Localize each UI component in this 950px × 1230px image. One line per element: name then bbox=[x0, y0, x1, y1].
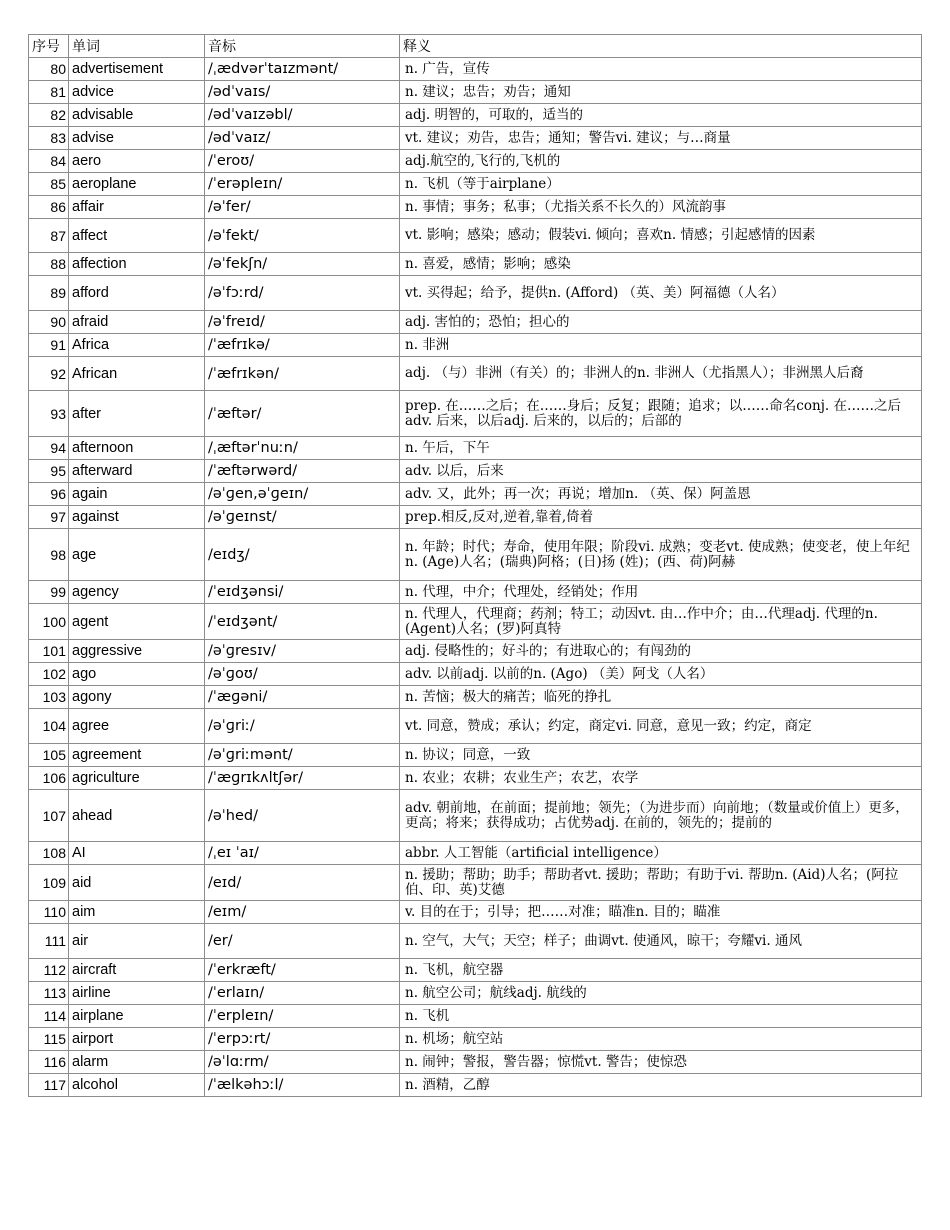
header-num: 序号 bbox=[29, 35, 69, 58]
entry-definition: n. 飞机 bbox=[400, 1005, 922, 1028]
table-row bbox=[29, 901, 922, 924]
entry-phonetic: /əˈɡeɪnst/ bbox=[205, 506, 400, 529]
entry-word: airline bbox=[69, 982, 205, 1005]
entry-word: advise bbox=[69, 127, 205, 150]
entry-definition: adv. 以前adj. 以前的n. (Ago) （美）阿戈（人名） bbox=[400, 663, 922, 686]
table-row bbox=[29, 1028, 922, 1051]
entry-word: agree bbox=[69, 709, 205, 744]
entry-number: 99 bbox=[29, 581, 69, 604]
table-row bbox=[29, 767, 922, 790]
entry-word: agency bbox=[69, 581, 205, 604]
entry-number: 111 bbox=[29, 924, 69, 959]
entry-definition: vt. 影响；感染；感动；假装vi. 倾向；喜欢n. 情感；引起感情的因素 bbox=[400, 219, 922, 253]
entry-definition: n. 非洲 bbox=[400, 334, 922, 357]
entry-number: 97 bbox=[29, 506, 69, 529]
entry-phonetic: /ˈerkræft/ bbox=[205, 959, 400, 982]
entry-definition: n. 航空公司；航线adj. 航线的 bbox=[400, 982, 922, 1005]
entry-number: 114 bbox=[29, 1005, 69, 1028]
entry-phonetic: /əˈhed/ bbox=[205, 790, 400, 842]
entry-number: 110 bbox=[29, 901, 69, 924]
entry-phonetic: /ˈeɪdʒənsi/ bbox=[205, 581, 400, 604]
entry-phonetic: /əˈɡriː/ bbox=[205, 709, 400, 744]
entry-word: again bbox=[69, 483, 205, 506]
entry-number: 89 bbox=[29, 276, 69, 311]
entry-number: 113 bbox=[29, 982, 69, 1005]
table-row bbox=[29, 959, 922, 982]
table-row bbox=[29, 58, 922, 81]
table-row bbox=[29, 81, 922, 104]
entry-definition: n. 建议；忠告；劝告；通知 bbox=[400, 81, 922, 104]
header-word: 单词 bbox=[69, 35, 205, 58]
table-row bbox=[29, 253, 922, 276]
entry-definition: vt. 买得起；给予，提供n. (Afford) （英、美）阿福德（人名） bbox=[400, 276, 922, 311]
entry-definition: n. 闹钟；警报，警告器；惊慌vt. 警告；使惊恐 bbox=[400, 1051, 922, 1074]
entry-word: AI bbox=[69, 842, 205, 865]
entry-word: aggressive bbox=[69, 640, 205, 663]
table-row bbox=[29, 196, 922, 219]
table-row bbox=[29, 483, 922, 506]
table-row bbox=[29, 334, 922, 357]
entry-word: agent bbox=[69, 604, 205, 640]
entry-number: 116 bbox=[29, 1051, 69, 1074]
entry-definition: adj. 侵略性的；好斗的；有进取心的；有闯劲的 bbox=[400, 640, 922, 663]
entry-number: 84 bbox=[29, 150, 69, 173]
entry-definition: n. 代理人，代理商；药剂；特工；动因vt. 由…作中介；由…代理adj. 代理的n. (Agent)人名；(罗)阿真特 bbox=[400, 604, 922, 640]
entry-word: afternoon bbox=[69, 437, 205, 460]
entry-phonetic: /əˈɡresɪv/ bbox=[205, 640, 400, 663]
entry-number: 115 bbox=[29, 1028, 69, 1051]
entry-number: 88 bbox=[29, 253, 69, 276]
entry-word: aid bbox=[69, 865, 205, 901]
entry-word: aeroplane bbox=[69, 173, 205, 196]
table-row bbox=[29, 506, 922, 529]
entry-number: 86 bbox=[29, 196, 69, 219]
entry-number: 82 bbox=[29, 104, 69, 127]
entry-word: afterward bbox=[69, 460, 205, 483]
entry-number: 91 bbox=[29, 334, 69, 357]
entry-word: airplane bbox=[69, 1005, 205, 1028]
table-row bbox=[29, 709, 922, 744]
header-ipa: 音标 bbox=[205, 35, 400, 58]
entry-definition: adv. 以后，后来 bbox=[400, 460, 922, 483]
entry-word: agriculture bbox=[69, 767, 205, 790]
entry-definition: n. 援助；帮助；助手；帮助者vt. 援助；帮助；有助于vi. 帮助n. (Aid)人名；(阿拉伯、印、英)艾德 bbox=[400, 865, 922, 901]
entry-definition: prep.相反,反对,逆着,靠着,倚着 bbox=[400, 506, 922, 529]
table-row bbox=[29, 1051, 922, 1074]
entry-number: 96 bbox=[29, 483, 69, 506]
header-def: 释义 bbox=[400, 35, 922, 58]
entry-word: agony bbox=[69, 686, 205, 709]
entry-definition: adj.航空的,飞行的,飞机的 bbox=[400, 150, 922, 173]
entry-word: ago bbox=[69, 663, 205, 686]
entry-word: alcohol bbox=[69, 1074, 205, 1097]
table-row bbox=[29, 581, 922, 604]
entry-phonetic: /ˈerlaɪn/ bbox=[205, 982, 400, 1005]
table-row bbox=[29, 127, 922, 150]
table-row bbox=[29, 842, 922, 865]
entry-phonetic: /əˈɡen,əˈɡeɪn/ bbox=[205, 483, 400, 506]
table-row bbox=[29, 604, 922, 640]
table-row bbox=[29, 391, 922, 437]
entry-phonetic: /ˈerpleɪn/ bbox=[205, 1005, 400, 1028]
table-row bbox=[29, 311, 922, 334]
entry-definition: adj. 明智的，可取的，适当的 bbox=[400, 104, 922, 127]
entry-phonetic: /eɪdʒ/ bbox=[205, 529, 400, 581]
entry-word: afraid bbox=[69, 311, 205, 334]
table-row bbox=[29, 150, 922, 173]
entry-word: afford bbox=[69, 276, 205, 311]
entry-word: aim bbox=[69, 901, 205, 924]
table-row bbox=[29, 1074, 922, 1097]
entry-number: 81 bbox=[29, 81, 69, 104]
entry-word: affection bbox=[69, 253, 205, 276]
entry-phonetic: /əˈɡoʊ/ bbox=[205, 663, 400, 686]
entry-phonetic: /əˈfekt/ bbox=[205, 219, 400, 253]
table-row bbox=[29, 219, 922, 253]
entry-word: Africa bbox=[69, 334, 205, 357]
vocabulary-table bbox=[28, 34, 922, 1097]
entry-phonetic: /eɪm/ bbox=[205, 901, 400, 924]
entry-definition: n. 苦恼；极大的痛苦；临死的挣扎 bbox=[400, 686, 922, 709]
entry-number: 107 bbox=[29, 790, 69, 842]
entry-number: 106 bbox=[29, 767, 69, 790]
entry-number: 104 bbox=[29, 709, 69, 744]
entry-definition: n. 协议；同意，一致 bbox=[400, 744, 922, 767]
table-row bbox=[29, 865, 922, 901]
entry-number: 109 bbox=[29, 865, 69, 901]
entry-definition: n. 机场；航空站 bbox=[400, 1028, 922, 1051]
entry-word: age bbox=[69, 529, 205, 581]
entry-phonetic: /ˈæɡəni/ bbox=[205, 686, 400, 709]
entry-phonetic: /ˌædvərˈtaɪzmənt/ bbox=[205, 58, 400, 81]
entry-phonetic: /ˈerəpleɪn/ bbox=[205, 173, 400, 196]
entry-phonetic: /əˈfreɪd/ bbox=[205, 311, 400, 334]
entry-word: advice bbox=[69, 81, 205, 104]
table-row bbox=[29, 437, 922, 460]
entry-phonetic: /ˈæftərwərd/ bbox=[205, 460, 400, 483]
entry-phonetic: /ədˈvaɪzəbl/ bbox=[205, 104, 400, 127]
entry-definition: n. 农业；农耕；农业生产；农艺，农学 bbox=[400, 767, 922, 790]
entry-definition: adj. （与）非洲（有关）的；非洲人的n. 非洲人（尤指黑人）；非洲黑人后裔 bbox=[400, 357, 922, 391]
entry-phonetic: /ˈæfrɪkən/ bbox=[205, 357, 400, 391]
entry-number: 102 bbox=[29, 663, 69, 686]
entry-phonetic: /ədˈvaɪs/ bbox=[205, 81, 400, 104]
table-row bbox=[29, 276, 922, 311]
entry-number: 80 bbox=[29, 58, 69, 81]
entry-definition: n. 事情；事务；私事；（尤指关系不长久的）风流韵事 bbox=[400, 196, 922, 219]
table-row bbox=[29, 357, 922, 391]
entry-phonetic: /eɪd/ bbox=[205, 865, 400, 901]
header-row bbox=[29, 35, 922, 58]
table-row bbox=[29, 663, 922, 686]
entry-number: 92 bbox=[29, 357, 69, 391]
entry-definition: n. 飞机，航空器 bbox=[400, 959, 922, 982]
entry-definition: n. 午后，下午 bbox=[400, 437, 922, 460]
entry-number: 103 bbox=[29, 686, 69, 709]
entry-phonetic: /əˈfɔːrd/ bbox=[205, 276, 400, 311]
entry-definition: abbr. 人工智能（artificial intelligence） bbox=[400, 842, 922, 865]
entry-word: affair bbox=[69, 196, 205, 219]
entry-definition: n. 飞机（等于airplane） bbox=[400, 173, 922, 196]
entry-definition: n. 空气，大气；天空；样子；曲调vt. 使通风，晾干；夸耀vi. 通风 bbox=[400, 924, 922, 959]
entry-definition: adj. 害怕的；恐怕；担心的 bbox=[400, 311, 922, 334]
entry-definition: vt. 同意，赞成；承认；约定，商定vi. 同意，意见一致；约定，商定 bbox=[400, 709, 922, 744]
entry-phonetic: /ˈælkəhɔːl/ bbox=[205, 1074, 400, 1097]
entry-phonetic: /ˈæfrɪkə/ bbox=[205, 334, 400, 357]
table-row bbox=[29, 790, 922, 842]
entry-definition: n. 广告，宣传 bbox=[400, 58, 922, 81]
entry-number: 87 bbox=[29, 219, 69, 253]
table-row bbox=[29, 744, 922, 767]
entry-word: ahead bbox=[69, 790, 205, 842]
entry-definition: n. 酒精，乙醇 bbox=[400, 1074, 922, 1097]
entry-phonetic: /ˌæftərˈnuːn/ bbox=[205, 437, 400, 460]
entry-number: 112 bbox=[29, 959, 69, 982]
entry-phonetic: /ˈæɡrɪkʌltʃər/ bbox=[205, 767, 400, 790]
entry-word: air bbox=[69, 924, 205, 959]
entry-phonetic: /əˈfer/ bbox=[205, 196, 400, 219]
entry-number: 108 bbox=[29, 842, 69, 865]
entry-definition: v. 目的在于；引导；把……对准；瞄准n. 目的；瞄准 bbox=[400, 901, 922, 924]
entry-number: 117 bbox=[29, 1074, 69, 1097]
entry-number: 98 bbox=[29, 529, 69, 581]
entry-phonetic: /er/ bbox=[205, 924, 400, 959]
entry-word: advisable bbox=[69, 104, 205, 127]
entry-word: advertisement bbox=[69, 58, 205, 81]
entry-definition: adv. 又，此外；再一次；再说；增加n. （英、保）阿盖恩 bbox=[400, 483, 922, 506]
entry-word: African bbox=[69, 357, 205, 391]
table-row bbox=[29, 529, 922, 581]
entry-phonetic: /ədˈvaɪz/ bbox=[205, 127, 400, 150]
table-row bbox=[29, 173, 922, 196]
entry-definition: adv. 朝前地，在前面；提前地；领先；（为进步而）向前地；（数量或价值上）更多，更高；将来；获得成功；占优势adj. 在前的，领先的；提前的 bbox=[400, 790, 922, 842]
table-row bbox=[29, 1005, 922, 1028]
entry-phonetic: /ˈerpɔːrt/ bbox=[205, 1028, 400, 1051]
entry-definition: vt. 建议；劝告，忠告；通知；警告vi. 建议；与…商量 bbox=[400, 127, 922, 150]
entry-phonetic: /əˈfekʃn/ bbox=[205, 253, 400, 276]
entry-phonetic: /ˌeɪ ˈaɪ/ bbox=[205, 842, 400, 865]
entry-number: 95 bbox=[29, 460, 69, 483]
entry-word: aircraft bbox=[69, 959, 205, 982]
entry-number: 100 bbox=[29, 604, 69, 640]
entry-number: 83 bbox=[29, 127, 69, 150]
entry-word: against bbox=[69, 506, 205, 529]
table-row bbox=[29, 982, 922, 1005]
table-row bbox=[29, 460, 922, 483]
entry-word: aero bbox=[69, 150, 205, 173]
entry-phonetic: /ˈeɪdʒənt/ bbox=[205, 604, 400, 640]
entry-number: 90 bbox=[29, 311, 69, 334]
entry-word: after bbox=[69, 391, 205, 437]
entry-number: 85 bbox=[29, 173, 69, 196]
entry-number: 94 bbox=[29, 437, 69, 460]
entry-word: affect bbox=[69, 219, 205, 253]
entry-phonetic: /ˈæftər/ bbox=[205, 391, 400, 437]
entry-definition: n. 喜爱，感情；影响；感染 bbox=[400, 253, 922, 276]
table-row bbox=[29, 640, 922, 663]
table-row bbox=[29, 104, 922, 127]
entry-number: 93 bbox=[29, 391, 69, 437]
entry-word: airport bbox=[69, 1028, 205, 1051]
entry-phonetic: /ˈeroʊ/ bbox=[205, 150, 400, 173]
entry-phonetic: /əˈlɑːrm/ bbox=[205, 1051, 400, 1074]
entry-definition: n. 年龄；时代；寿命，使用年限；阶段vi. 成熟；变老vt. 使成熟；使变老，使上年纪n. (Age)人名；(瑞典)阿格；(日)扬 (姓)；(西、荷)阿赫 bbox=[400, 529, 922, 581]
entry-word: agreement bbox=[69, 744, 205, 767]
entry-definition: prep. 在……之后；在……身后；反复；跟随；追求；以……命名conj. 在……之后adv. 后来，以后adj. 后来的，以后的；后部的 bbox=[400, 391, 922, 437]
table-row bbox=[29, 686, 922, 709]
entry-number: 105 bbox=[29, 744, 69, 767]
table-row bbox=[29, 924, 922, 959]
entry-number: 101 bbox=[29, 640, 69, 663]
entry-phonetic: /əˈɡriːmənt/ bbox=[205, 744, 400, 767]
entry-definition: n. 代理，中介；代理处，经销处；作用 bbox=[400, 581, 922, 604]
entry-word: alarm bbox=[69, 1051, 205, 1074]
